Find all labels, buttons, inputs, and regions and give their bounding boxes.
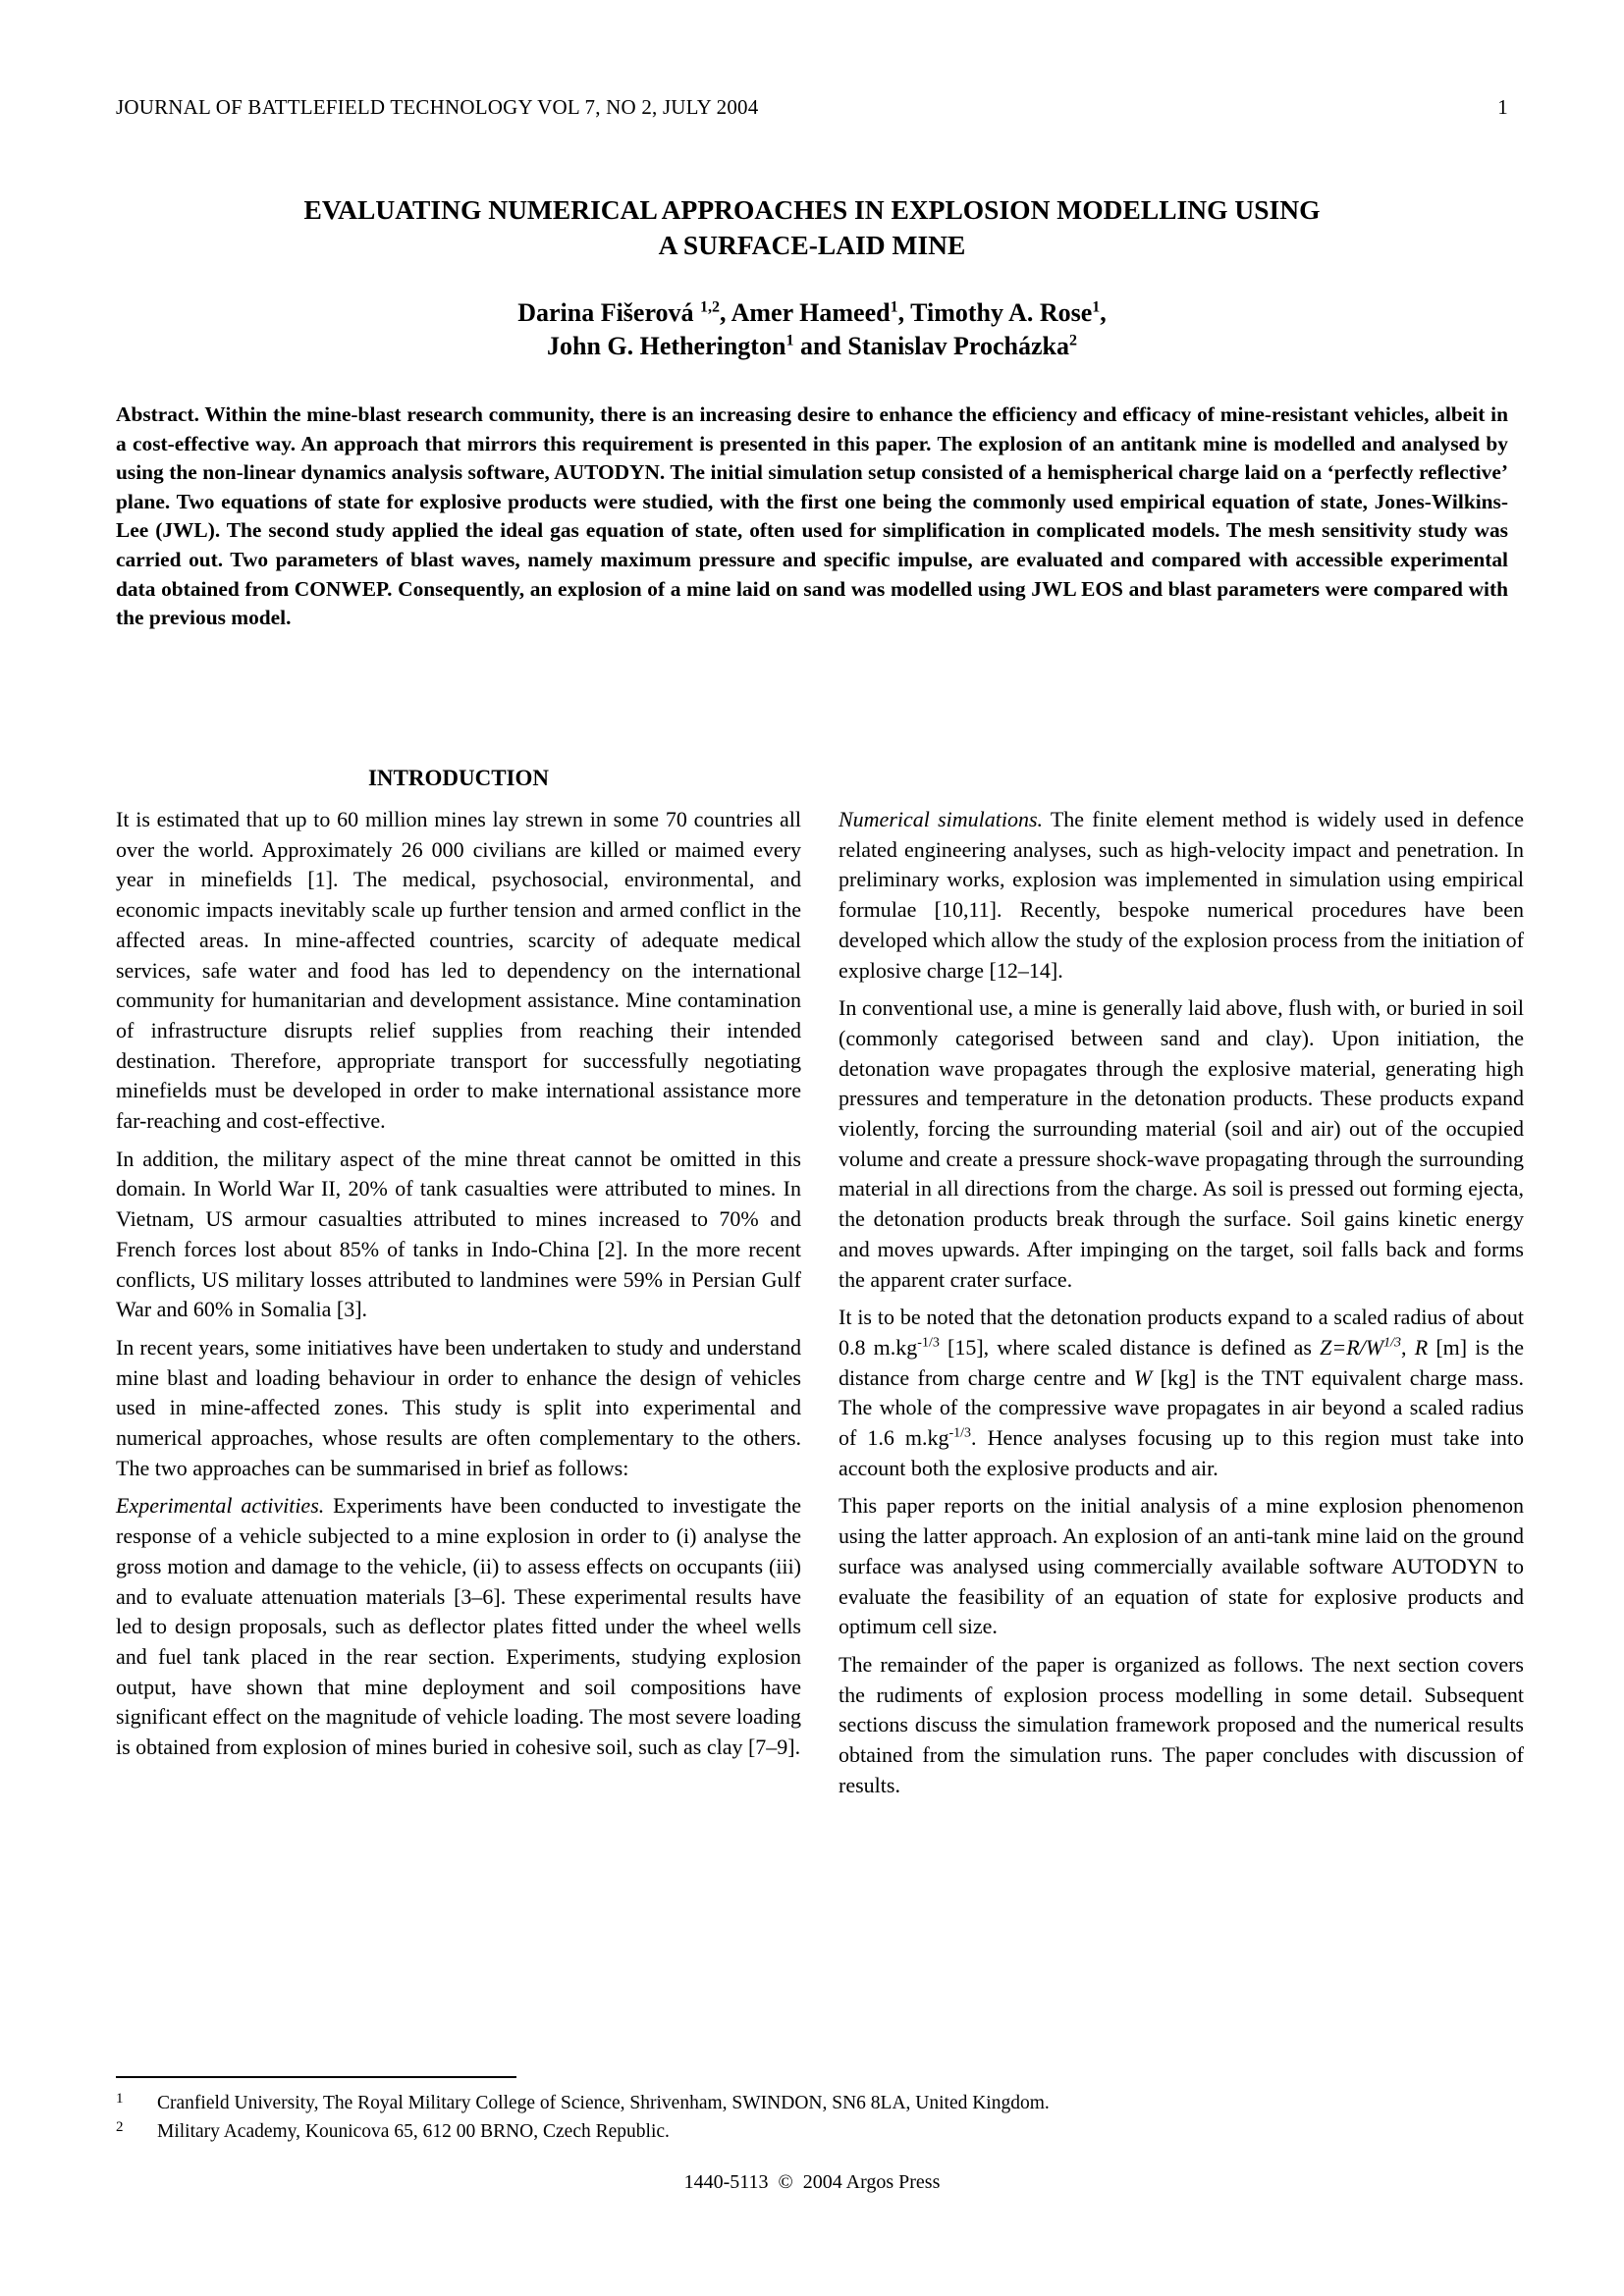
affiliation-mark: 2: [1068, 332, 1077, 349]
author-separator: ,: [720, 298, 731, 327]
paragraph-text: The finite element method is widely used in defence related engineering analyses, such as high-velocity impact and penetration. In preliminary works, explosion was implemented in simulation using empirical formulae [10,11]. Recently, bespoke numerical procedures have been developed which allow the study of the explosion process from the initiation of explosive charge [12–14].: [839, 807, 1524, 983]
author-name: Timothy A. Rose: [910, 298, 1093, 327]
paragraph: In conventional use, a mine is generally laid above, flush with, or buried in soil (commonly categorised between sand and clay). Upon initiation, the detonation wave propagates through the explosive material, generating high pressures and temperature in the detonation products. These products expand violently, forcing the surrounding material (soil and air) out of the occupied volume and create a pressure shock-wave propagating through the surrounding material in all directions from the charge. As soil is pressed out forming ejecta, the detonation products break through the surface. Soil gains kinetic energy and moves upwards. After impinging on the target, soil falls back and forms the apparent crater surface.: [839, 995, 1524, 1292]
footnote-text: Military Academy, Kounicova 65, 612 00 BRNO, Czech Republic.: [157, 2121, 670, 2142]
affiliation-mark: 1: [785, 332, 794, 349]
affiliation-mark: 1: [890, 298, 898, 316]
text-run: [15], where scaled distance is defined as: [939, 1334, 1321, 1360]
variable-w: W: [1133, 1364, 1153, 1390]
paper-title: [116, 192, 1508, 263]
paragraph-scaled-distance: [839, 1303, 1524, 1483]
section-heading-introduction: INTRODUCTION: [367, 766, 550, 790]
author-name: Darina Fišerová: [517, 298, 694, 327]
journal-citation: JOURNAL OF BATTLEFIELD TECHNOLOGY VOL 7, NO 2, JULY 2004: [116, 95, 759, 119]
author-list: [116, 296, 1508, 363]
author-separator: and: [793, 332, 848, 360]
paragraph: [116, 1145, 801, 1325]
footnote: [116, 2089, 1508, 2117]
paragraph-text: Experiments have been conducted to investigate the response of a vehicle subjected to a mine explosion in order to (i) analyse the gross motion and damage to the vehicle, (ii) to assess effects on occupants (iii) and to evaluate attenuation materials [3–6]. These experimental results have led to design proposals, such as deflector plates fitted under the wheel wells and fuel tank placed in the rear section. Experiments, studying explosion output, have shown that mine deployment and soil compositions have significant effect on the magnitude of vehicle loading. The most severe loading is obtained from explosion of mines buried in cohesive soil, such as clay [7–9].: [116, 1493, 801, 1760]
affiliation-mark: 1: [1092, 298, 1101, 316]
author-name: Amer Hameed: [731, 298, 891, 327]
footnote-divider: [116, 2076, 516, 2078]
author-separator: ,: [1100, 298, 1107, 327]
exponent: 1/3: [1383, 1335, 1402, 1351]
abstract: Abstract. Within the mine-blast research community, there is an increasing desire to enhance the efficiency and efficacy of mine-resistant vehicles, albeit in a cost-effective way. An approach that mirrors this requirement is presented in this paper. The explosion of an antitank mine is modelled and analysed by using the non-linear dynamics analysis software, AUTODYN. The initial simulation setup consisted of a hemispherical charge laid on a ‘perfectly reflective’ plane. Two equations of state for explosive products were studied, with the first one being the commonly used empirical equation of state, Jones-Wilkins-Lee (JWL). The second study applied the ideal gas equation of state, often used for simplification in complicated models. The mesh sensitivity study was carried out. Two parameters of blast waves, namely maximum pressure and specific impulse, are evaluated and compared with accessible experimental data obtained from CONWEP. Consequently, an explosion of a mine laid on sand was modelled using JWL EOS and blast parameters were compared with the previous model.: [116, 402, 1508, 630]
paragraph: [839, 805, 1524, 986]
paragraph: [116, 805, 801, 1137]
footnotes: [116, 2089, 1508, 2146]
footnote-number: 1: [116, 2091, 124, 2107]
right-column: [839, 805, 1524, 1809]
author-line-1: [116, 296, 1508, 330]
paragraph-text: It is estimated that up to 60 million mines lay strewn in some 70 countries all over the world. Approximately 26 000 civilians are killed or maimed every year in minefields [1]. The medical, psychosocial, environmental, and economic impacts inevitably scale up further tension and armed conflict in the affected areas. In mine-affected countries, scarcity of adequate medical services, safe water and food has led to dependency on the international community for humanitarian and development assistance. Mine contamination of infrastructure disrupts relief supplies from reaching their intended destination. Therefore, appropriate transport for successfully negotiating minefields must be developed in order to make international assistance more far-reaching and cost-effective.: [116, 807, 801, 1134]
paragraph-text: In recent years, some initiatives have been undertaken to study and understand mine blast and loading behaviour in order to enhance the design of vehicles used in mine-affected zones. This study is split into experimental and numerical approaches, whose results are often complementary to the others. The two approaches can be summarised in brief as follows:: [116, 1334, 801, 1480]
paragraph: [116, 1491, 801, 1762]
paragraph: The remainder of the paper is organized as follows. The next section covers the rudiments of explosion process modelling in some detail. Subsequent sections discuss the simulation framework proposed and the numerical results obtained from the simulation runs. The paper concludes with discussion of results.: [839, 1651, 1524, 1797]
text-run: ,: [1401, 1334, 1415, 1360]
text-run: [m] is the distance from charge centre and: [839, 1334, 1524, 1390]
exponent: -1/3: [917, 1335, 940, 1351]
author-name: John G. Hetherington: [547, 332, 786, 360]
paragraph-lead-in: Numerical simulations.: [839, 807, 1044, 831]
author-separator: ,: [897, 298, 911, 327]
running-head: [116, 95, 1508, 120]
text-run: . Hence analyses focusing up to this region must take into account both the explosive products and air.: [839, 1425, 1524, 1480]
paragraph-lead-in: Experimental activities.: [116, 1493, 325, 1519]
footnote-number: 2: [116, 2119, 124, 2135]
author-name: Stanislav Procházka: [847, 332, 1069, 360]
paragraph-text: In addition, the military aspect of the mine threat cannot be omitted in this domain. In World War II, 20% of tank casualties were attributed to mines. In Vietnam, US armour casualties attributed to mines increased to 70% and French forces lost about 85% of tanks in Indo-China [2]. In the more recent conflicts, US military losses attributed to landmines were 59% in Persian Gulf War and 60% in Somalia [3].: [116, 1146, 801, 1322]
exponent: -1/3: [948, 1425, 972, 1441]
text-run: It is to be noted that the detonation products expand to a scaled radius of about 0.8 m.kg: [839, 1305, 1524, 1360]
title-line-1: EVALUATING NUMERICAL APPROACHES IN EXPLOSION MODELLING USING: [303, 194, 1321, 225]
footnote: [116, 2117, 1508, 2146]
affiliation-mark: 1,2: [700, 298, 721, 316]
formula: Z=R/W: [1320, 1334, 1384, 1360]
author-line-2: [116, 330, 1508, 363]
title-line-2: A SURFACE-LAID MINE: [658, 230, 966, 260]
page-footer: 1440-5113 © 2004 Argos Press: [683, 2171, 941, 2193]
paragraph: This paper reports on the initial analysis of a mine explosion phenomenon using the latter approach. An explosion of an anti-tank mine laid on the ground surface was analysed using commercially available software AUTODYN to evaluate the feasibility of an equation of state for explosive products and optimum cell size.: [839, 1493, 1524, 1639]
variable-r: R: [1414, 1334, 1429, 1360]
left-column: [116, 764, 801, 1771]
paragraph: [116, 1333, 801, 1484]
text-run: [kg] is the TNT equivalent charge mass. The whole of the compressive wave propagates in air beyond a scaled radius of 1.6 m.kg: [839, 1364, 1524, 1451]
footnote-text: Cranfield University, The Royal Military College of Science, Shrivenham, SWINDON, SN6 8LA, United Kingdom.: [157, 2093, 1050, 2113]
page-number: 1: [1497, 95, 1508, 119]
